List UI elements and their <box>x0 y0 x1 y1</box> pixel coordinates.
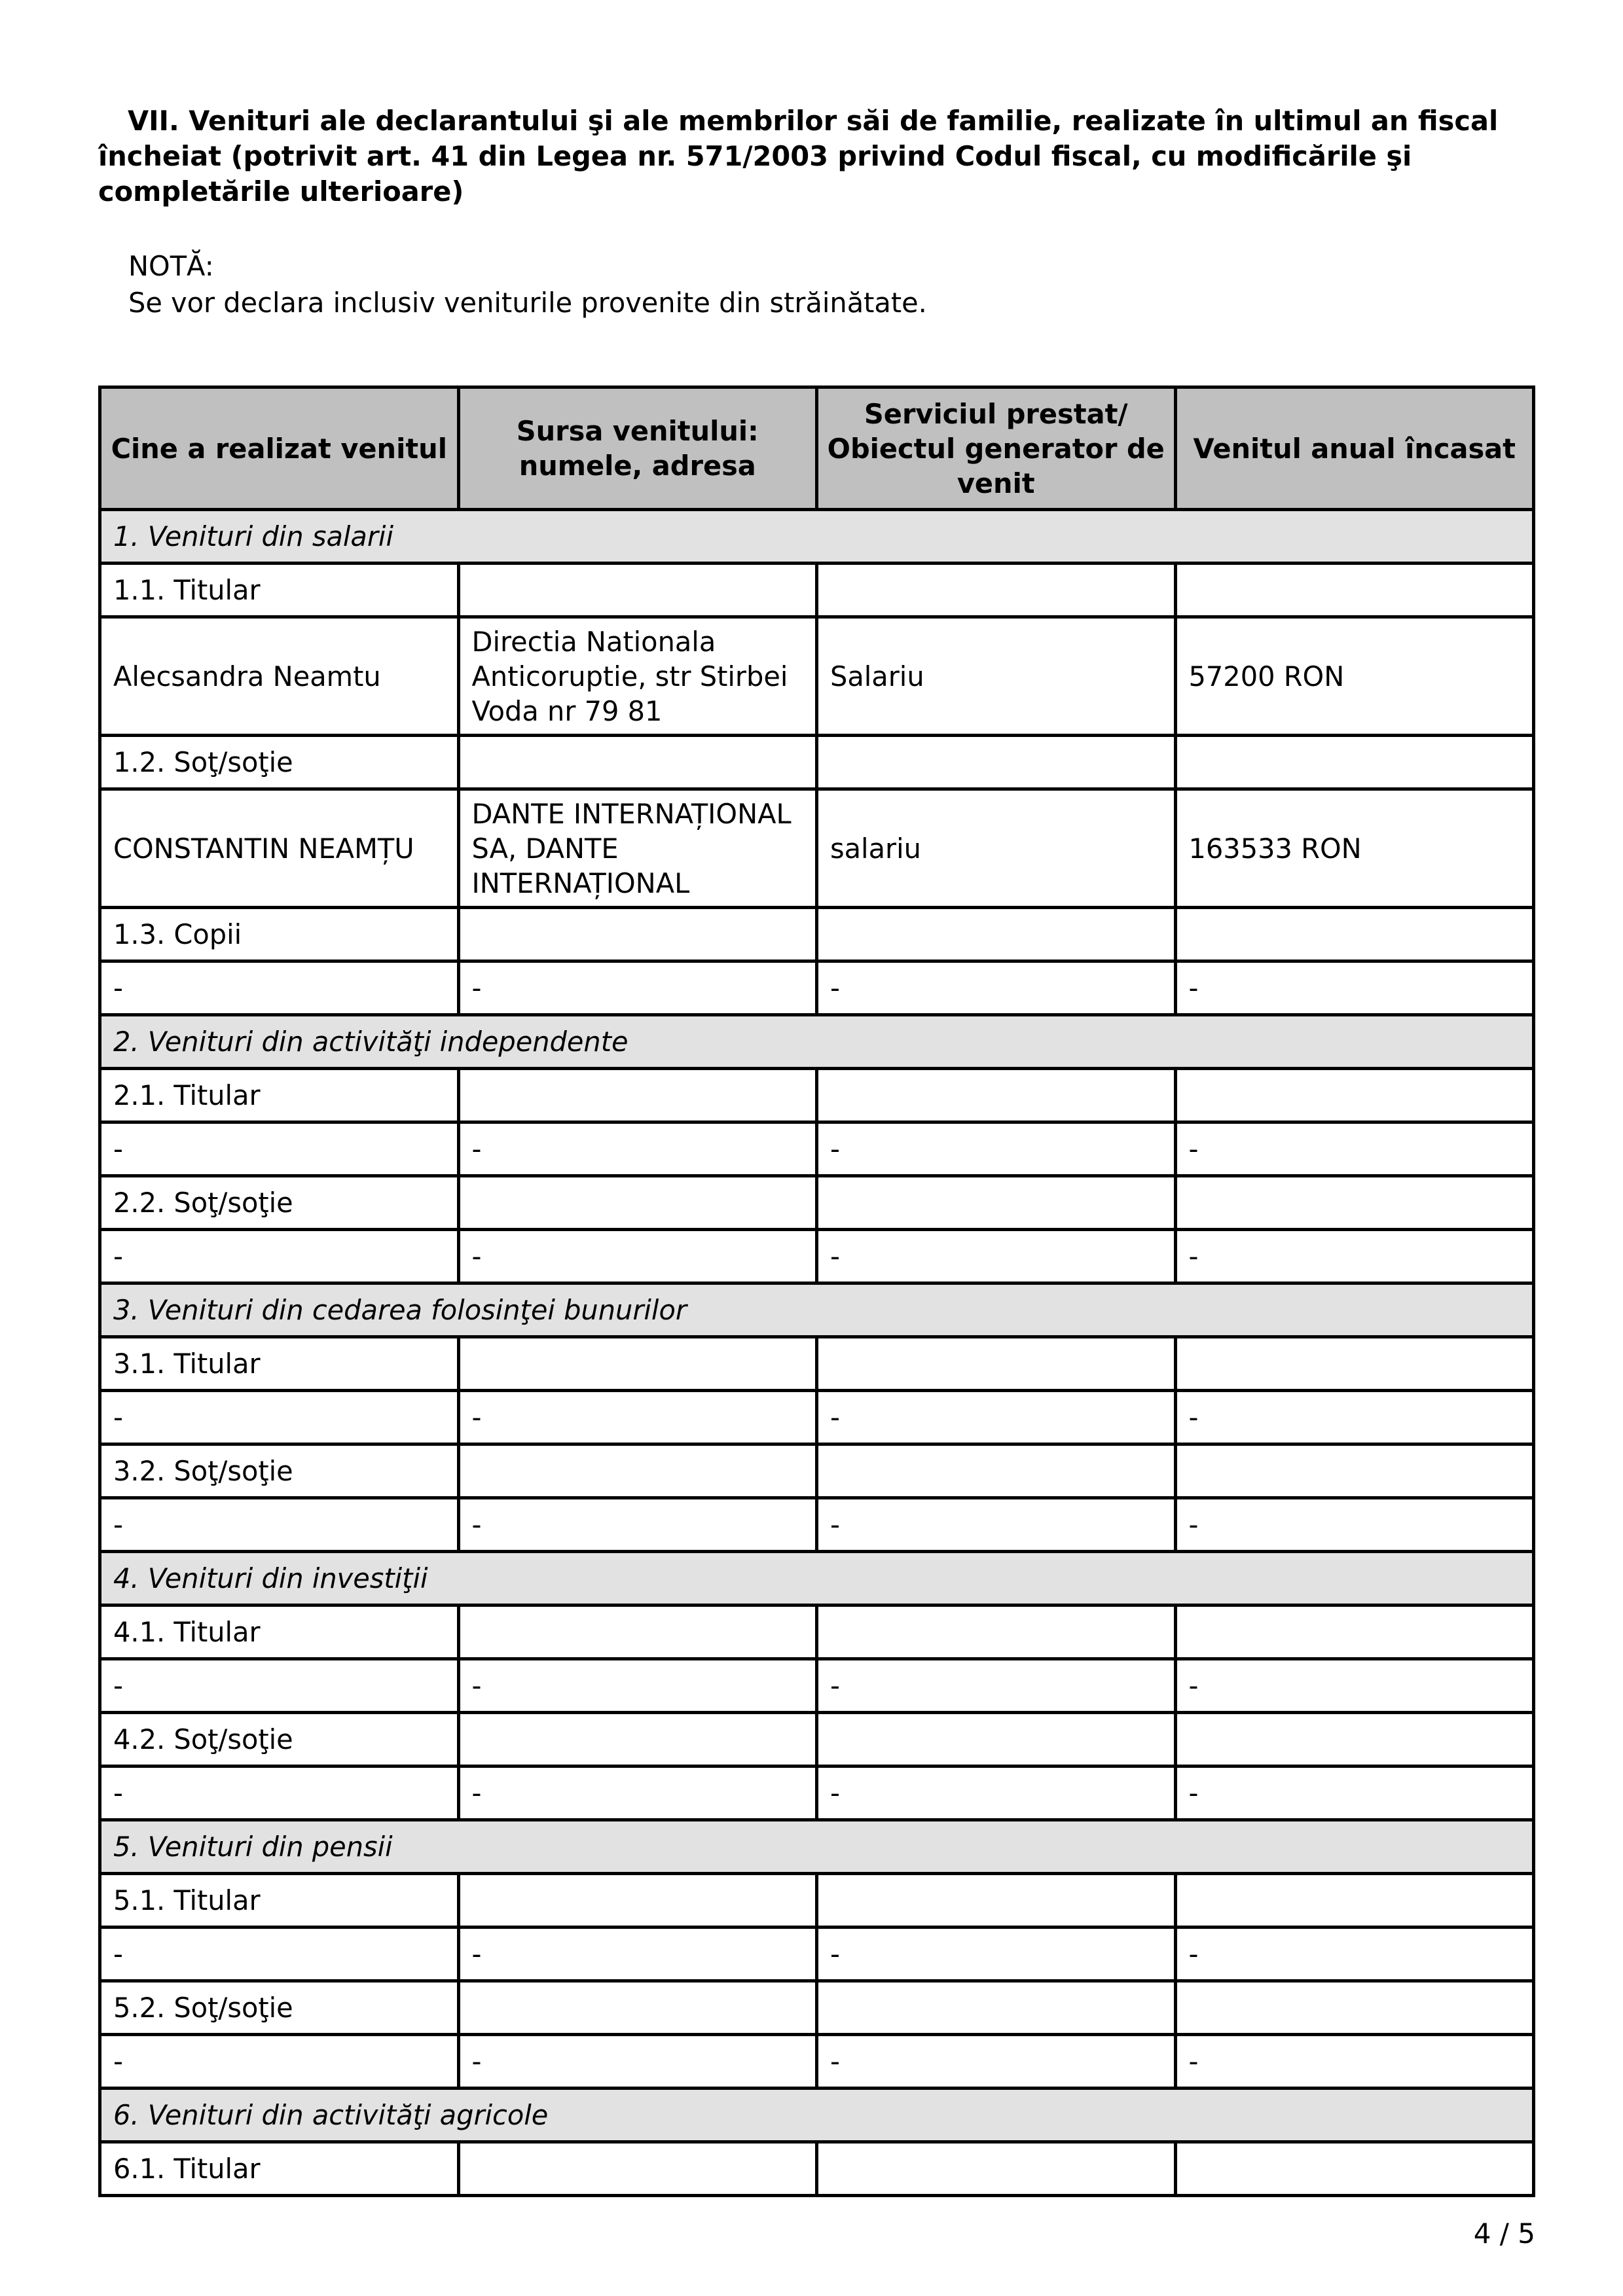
section-row <box>101 511 1535 565</box>
table-cell: 4.1. Titular <box>101 1607 460 1660</box>
table-row <box>101 737 1535 791</box>
table-cell <box>460 909 819 963</box>
table-cell: - <box>818 1768 1177 1821</box>
table-cell: - <box>101 1929 460 1982</box>
table-row <box>101 963 1535 1016</box>
table-cell: 6.1. Titular <box>101 2144 460 2197</box>
section-label: 5. Venituri din pensii <box>101 1821 1535 1875</box>
table-cell: - <box>460 1660 819 1714</box>
table-cell: - <box>101 1768 460 1821</box>
table-cell <box>818 2144 1177 2197</box>
table-cell: - <box>818 1499 1177 1553</box>
table-cell: - <box>460 1499 819 1553</box>
table-cell: 57200 RON <box>1177 619 1536 737</box>
table-row <box>101 1124 1535 1177</box>
table-cell: - <box>818 1231 1177 1285</box>
table-cell <box>818 909 1177 963</box>
table-cell: 1.2. Soţ/soţie <box>101 737 460 791</box>
table-cell: - <box>101 1124 460 1177</box>
table-cell: - <box>460 1929 819 1982</box>
section-row <box>101 1821 1535 1875</box>
table-cell <box>1177 565 1536 619</box>
table-cell: - <box>460 963 819 1016</box>
table-row <box>101 2144 1535 2197</box>
table-cell <box>818 737 1177 791</box>
section-row <box>101 1553 1535 1607</box>
table-cell: - <box>460 1392 819 1446</box>
table-cell: - <box>818 1124 1177 1177</box>
table-cell <box>818 1982 1177 2036</box>
table-row <box>101 1607 1535 1660</box>
table-row <box>101 1929 1535 1982</box>
table-cell: Salariu <box>818 619 1177 737</box>
table-cell <box>1177 1875 1536 1929</box>
table-cell: CONSTANTIN NEAMȚU <box>101 791 460 909</box>
table-row <box>101 1714 1535 1768</box>
table-cell: DANTE INTERNAȚIONAL SA, DANTE INTERNAȚIONAL <box>460 791 819 909</box>
table-row <box>101 1338 1535 1392</box>
table-cell: - <box>101 1499 460 1553</box>
table-cell: - <box>1177 963 1536 1016</box>
table-cell <box>1177 1982 1536 2036</box>
table-row <box>101 1660 1535 1714</box>
table-cell: - <box>1177 2036 1536 2090</box>
table-row <box>101 1499 1535 1553</box>
table-cell <box>460 2144 819 2197</box>
column-header-service: Serviciul prestat/ Obiectul generator de venit <box>818 389 1177 511</box>
table-cell: 2.2. Soţ/soţie <box>101 1177 460 1231</box>
section-label: 6. Venituri din activităţi agricole <box>101 2090 1535 2144</box>
column-header-source: Sursa venitului: numele, adresa <box>460 389 819 511</box>
table-cell <box>460 1070 819 1124</box>
table-cell <box>1177 1714 1536 1768</box>
table-cell <box>818 1714 1177 1768</box>
section-label: 3. Venituri din cedarea folosinţei bunurilor <box>101 1285 1535 1338</box>
table-cell <box>1177 1070 1536 1124</box>
table-cell <box>460 1714 819 1768</box>
column-header-earner: Cine a realizat venitul <box>101 389 460 511</box>
table-row <box>101 1768 1535 1821</box>
table-cell: - <box>101 2036 460 2090</box>
table-cell: salariu <box>818 791 1177 909</box>
table-cell <box>1177 1177 1536 1231</box>
table-cell: 1.1. Titular <box>101 565 460 619</box>
table-row <box>101 909 1535 963</box>
table-row <box>101 1231 1535 1285</box>
table-cell <box>460 1177 819 1231</box>
section-heading: VII. Venituri ale declarantului şi ale membrilor săi de familie, realizate în ultimul an fiscal încheiat (potrivit art. 41 din Legea nr. 571/2003 privind Codul fiscal, cu modificările şi completările ulterioare) <box>98 105 1499 207</box>
section-label: 1. Venituri din salarii <box>101 511 1535 565</box>
section-label: 2. Venituri din activităţi independente <box>101 1016 1535 1070</box>
table-cell <box>1177 1607 1536 1660</box>
table-row <box>101 1982 1535 2036</box>
table-cell: 2.1. Titular <box>101 1070 460 1124</box>
note-text: Se vor declara inclusiv veniturile provenite din străinătate. <box>128 287 927 319</box>
section-row <box>101 1285 1535 1338</box>
income-table-body <box>101 511 1535 2197</box>
table-cell: - <box>460 1124 819 1177</box>
table-cell: - <box>101 1660 460 1714</box>
table-cell <box>460 737 819 791</box>
table-cell: - <box>1177 1929 1536 1982</box>
table-cell <box>1177 1338 1536 1392</box>
section-row <box>101 2090 1535 2144</box>
table-cell: 3.2. Soţ/soţie <box>101 1446 460 1499</box>
table-cell: 4.2. Soţ/soţie <box>101 1714 460 1768</box>
table-cell <box>460 1446 819 1499</box>
table-cell: - <box>1177 1392 1536 1446</box>
table-cell <box>1177 2144 1536 2197</box>
table-cell: 163533 RON <box>1177 791 1536 909</box>
table-cell: - <box>1177 1231 1536 1285</box>
income-table <box>98 386 1535 2197</box>
table-cell: - <box>101 963 460 1016</box>
table-cell <box>460 1982 819 2036</box>
table-cell: - <box>818 1929 1177 1982</box>
table-row <box>101 1177 1535 1231</box>
table-cell <box>818 1875 1177 1929</box>
table-cell <box>460 1338 819 1392</box>
table-cell: - <box>460 1768 819 1821</box>
table-cell: - <box>1177 1768 1536 1821</box>
table-cell: - <box>818 963 1177 1016</box>
table-cell: - <box>101 1231 460 1285</box>
table-cell: - <box>818 1660 1177 1714</box>
table-cell <box>1177 909 1536 963</box>
table-cell <box>818 565 1177 619</box>
table-cell: - <box>1177 1124 1536 1177</box>
table-cell: 5.2. Soţ/soţie <box>101 1982 460 2036</box>
table-cell <box>818 1177 1177 1231</box>
table-row <box>101 1070 1535 1124</box>
table-row <box>101 1446 1535 1499</box>
table-cell <box>460 1875 819 1929</box>
table-row <box>101 791 1535 909</box>
table-cell: - <box>818 2036 1177 2090</box>
page-number: 4 / 5 <box>1473 2217 1535 2250</box>
table-row <box>101 1875 1535 1929</box>
table-cell <box>1177 737 1536 791</box>
table-cell <box>818 1446 1177 1499</box>
table-cell: Alecsandra Neamtu <box>101 619 460 737</box>
table-header-row <box>101 389 1535 511</box>
table-cell: 1.3. Copii <box>101 909 460 963</box>
table-cell <box>1177 1446 1536 1499</box>
table-cell: 3.1. Titular <box>101 1338 460 1392</box>
table-cell <box>818 1607 1177 1660</box>
table-row <box>101 619 1535 737</box>
column-header-annual-income: Venitul anual încasat <box>1177 389 1536 511</box>
table-cell: - <box>818 1392 1177 1446</box>
table-cell <box>460 565 819 619</box>
table-cell: - <box>460 1231 819 1285</box>
table-cell <box>818 1070 1177 1124</box>
note-label: NOTĂ: <box>128 250 214 282</box>
table-cell: 5.1. Titular <box>101 1875 460 1929</box>
table-cell: - <box>1177 1499 1536 1553</box>
table-cell: - <box>1177 1660 1536 1714</box>
section-label: 4. Venituri din investiţii <box>101 1553 1535 1607</box>
table-cell: Directia Nationala Anticoruptie, str Stirbei Voda nr 79 81 <box>460 619 819 737</box>
table-row <box>101 565 1535 619</box>
table-row <box>101 1392 1535 1446</box>
section-row <box>101 1016 1535 1070</box>
table-cell: - <box>460 2036 819 2090</box>
table-cell: - <box>101 1392 460 1446</box>
table-cell <box>818 1338 1177 1392</box>
table-row <box>101 2036 1535 2090</box>
table-cell <box>460 1607 819 1660</box>
